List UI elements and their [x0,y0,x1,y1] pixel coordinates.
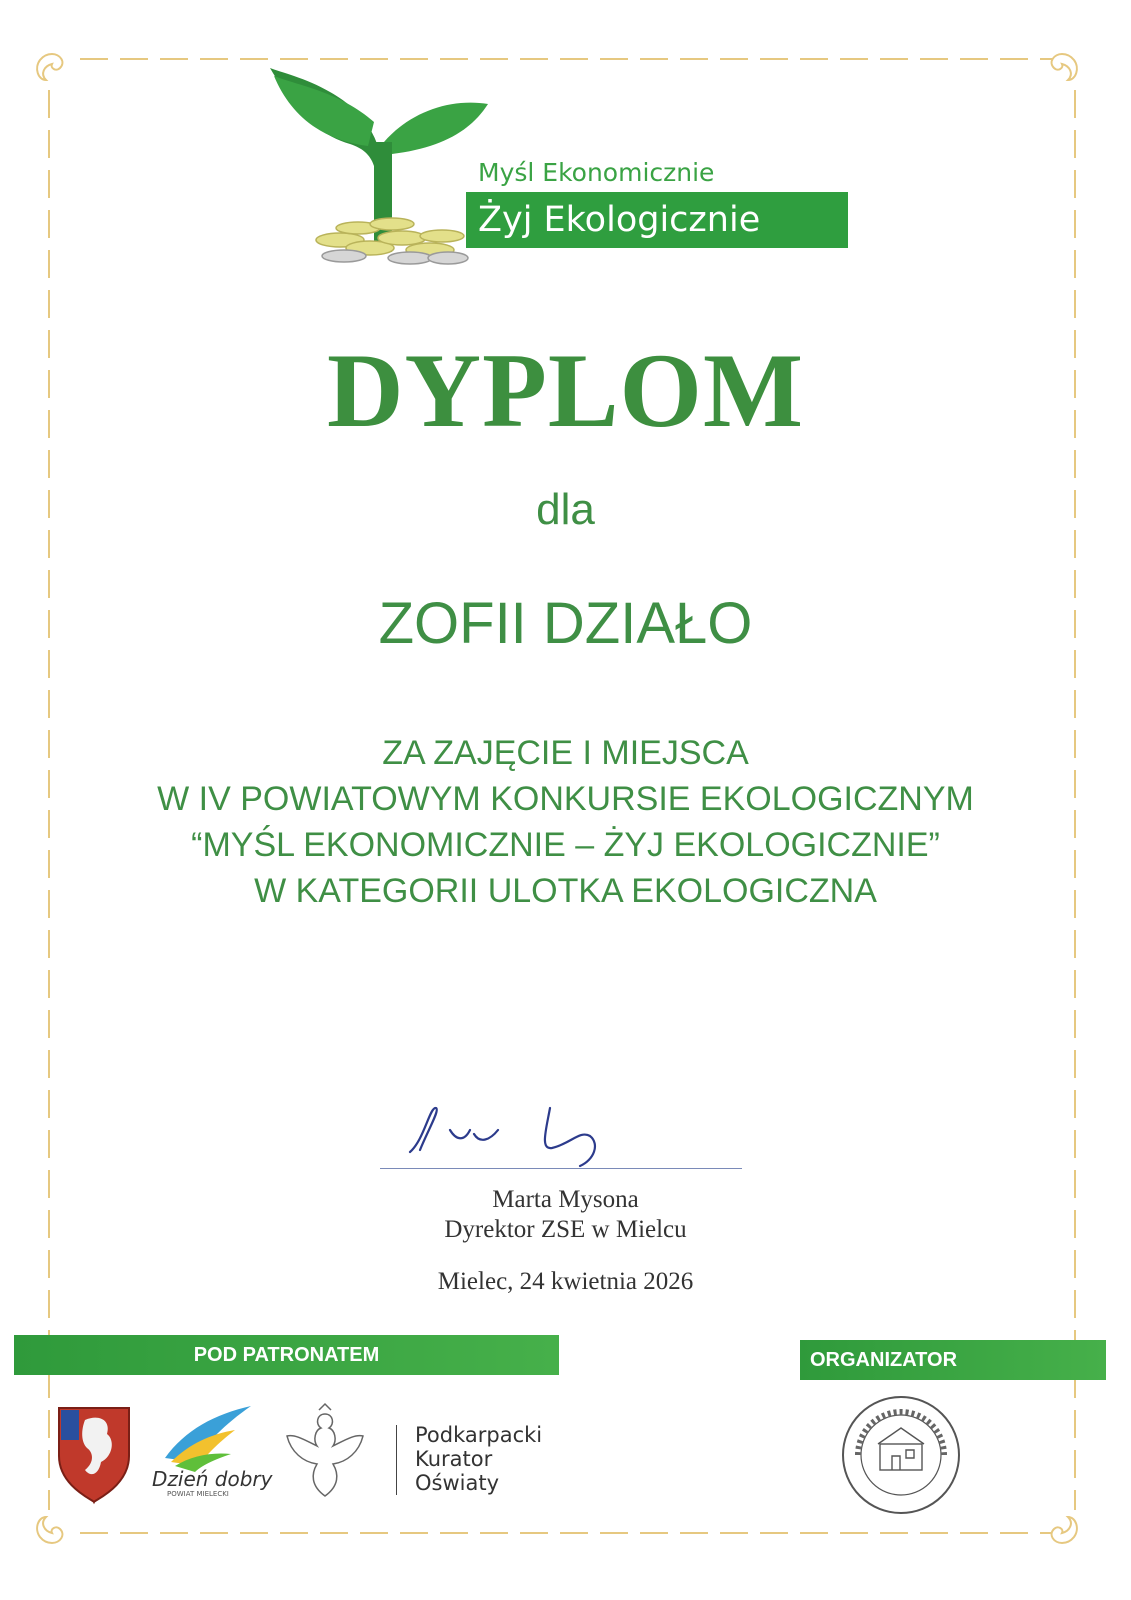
signer-role: Dyrektor ZSE w Mielcu [444,1216,687,1243]
dzien-dobry-subtitle: POWIAT MIELECKI [167,1490,229,1498]
kurator-separator [396,1425,397,1495]
reason-line: W IV POWIATOWYM KONKURSIE EKOLOGICZNYM [157,780,974,818]
polish-eagle-icon [287,1404,363,1496]
place-date: Mielec, 24 kwietnia 2026 [437,1268,694,1295]
recipient-name: ZOFII DZIAŁO [378,591,753,656]
reason-line: “MYŚL EKONOMICZNIE – ŻYJ EKOLOGICZNIE” [191,826,940,864]
dzien-dobry-logo-icon [165,1406,251,1472]
award-reason [0,730,1131,914]
kurator-logo-text [415,1423,542,1495]
reason-line: ZA ZAJĘCIE I MIEJSCA [382,734,749,772]
corner-ornament-icon [30,1505,74,1549]
logo-slogan-line1: Myśl Ekonomicznie [478,158,715,187]
school-seal-stamp [838,1392,964,1518]
coat-of-arms-icon [59,1408,129,1502]
patronage-bar: POD PATRONATEM [14,1335,559,1375]
logo-slogan-line2: Żyj Ekologicznie [466,192,848,248]
kurator-line: Kurator [415,1447,493,1471]
dzien-dobry-text: Dzień dobry [152,1467,273,1491]
signature-line [380,1168,742,1169]
handwritten-signature [380,1100,740,1170]
kurator-line: Podkarpacki [415,1423,543,1447]
diploma-title: DYPLOM [326,332,805,449]
corner-ornament-icon [1040,1505,1084,1549]
for-word: dla [536,485,595,534]
signer-name: Marta Mysona [492,1186,639,1213]
corner-ornament-icon [30,48,74,92]
corner-ornament-icon [1040,48,1084,92]
signer-block [0,1185,1131,1245]
kurator-line: Oświaty [415,1471,500,1495]
frame-bottom [80,1532,1052,1534]
frame-top [80,58,1052,60]
organizer-bar: ORGANIZATOR [800,1340,1106,1380]
reason-line: W KATEGORII ULOTKA EKOLOGICZNA [254,872,877,910]
